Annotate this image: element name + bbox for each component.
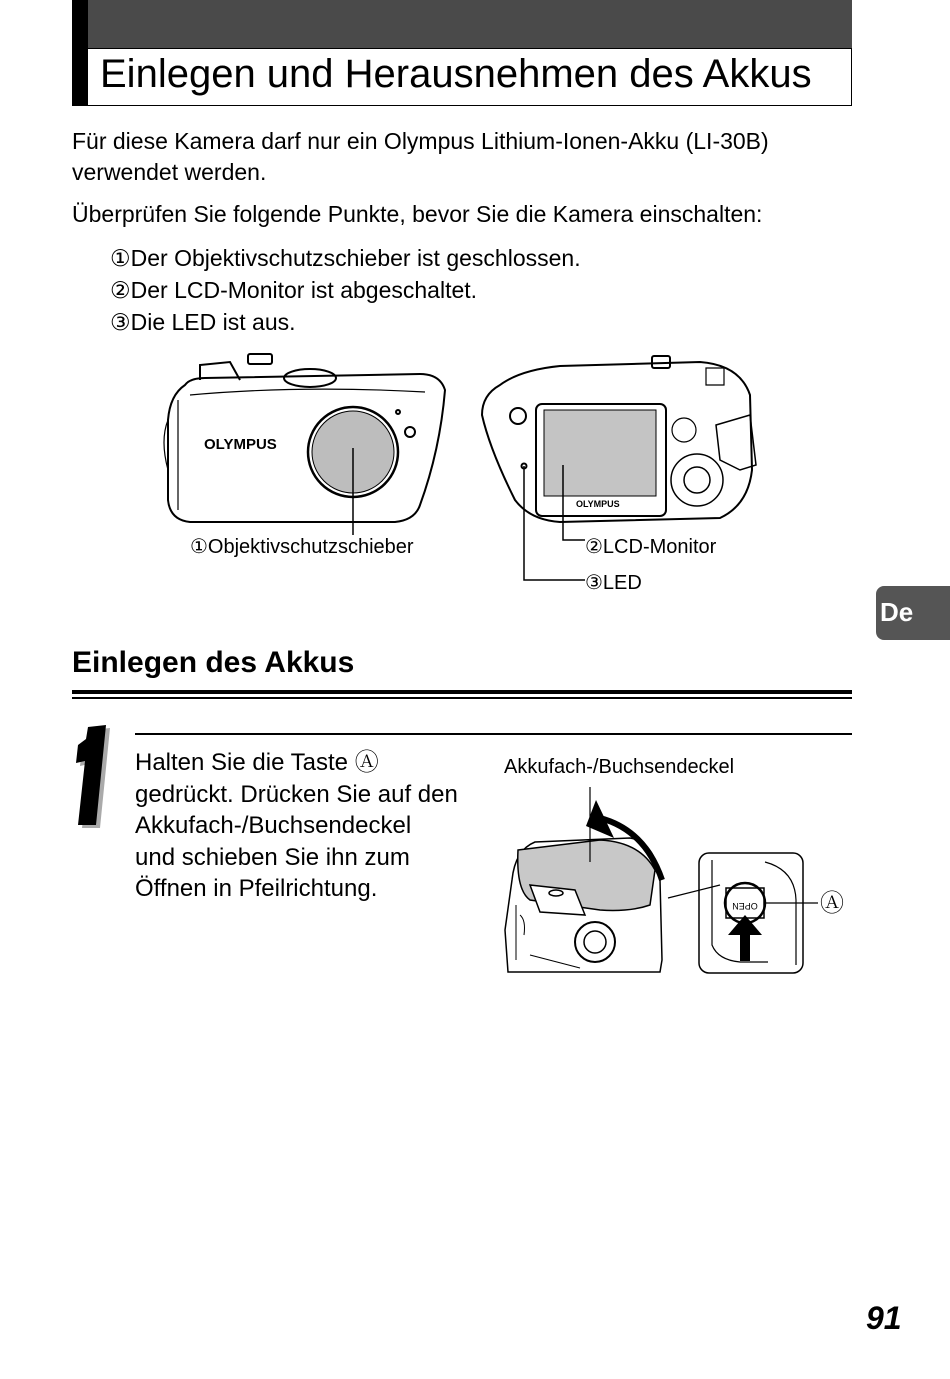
section-rule-thick (72, 690, 852, 694)
intro-line-2: verwendet werden. (72, 159, 267, 185)
brand-logo-front: OLYMPUS (204, 436, 277, 453)
brand-logo-back: OLYMPUS (576, 499, 620, 509)
open-button-detail (699, 853, 803, 973)
step-line-5: Öffnen in Pfeilrichtung. (135, 875, 378, 902)
camera-bottom-drawing (505, 838, 662, 972)
step-line-2: gedrückt. Drücken Sie auf den (135, 780, 458, 808)
label-lens-cover: ①Objektivschutzschieber (190, 536, 414, 558)
checklist-item-3: ③Die LED ist aus. (110, 309, 296, 335)
checklist-item-1: ①Der Objektivschutzschieber ist geschlossen. (110, 245, 581, 271)
label-lcd-monitor: ②LCD-Monitor (585, 536, 717, 558)
label-battery-cover: Akkufach-/Buchsendeckel (504, 756, 735, 778)
step-instructions (135, 747, 495, 905)
intro-line-1: Für diese Kamera darf nur ein Olympus Lithium-Ionen-Akku (LI-30B) (72, 128, 769, 154)
title-accent-bar (72, 0, 88, 106)
section-rule-thin (72, 697, 852, 699)
section-heading: Einlegen des Akkus (72, 646, 355, 679)
language-tab-label: De (880, 597, 914, 627)
checklist-item-2: ②Der LCD-Monitor ist abgeschaltet. (110, 277, 478, 303)
battery-cover-illustration (500, 780, 860, 980)
step-number-graphic (76, 724, 112, 830)
open-button-text: OPEN (732, 901, 758, 911)
label-led: ③LED (585, 572, 642, 594)
step-number: 1 (76, 724, 77, 725)
title-bar-background (72, 0, 852, 48)
label-button-a: Ⓐ (820, 890, 844, 917)
step-line-4: und schieben Sie ihn zum (135, 843, 410, 871)
language-tab[interactable] (876, 586, 950, 640)
step-rule (135, 733, 852, 735)
step-line-3: Akkufach-/Buchsendeckel (135, 812, 412, 839)
page-number: 91 (866, 1300, 902, 1336)
page-title: Einlegen und Herausnehmen des Akkus (100, 52, 812, 96)
intro-check: Überprüfen Sie folgende Punkte, bevor Sie die Kamera einschalten: (72, 201, 763, 227)
camera-back-drawing (482, 356, 756, 522)
step-line-1: Halten Sie die Taste Ⓐ (135, 749, 379, 776)
